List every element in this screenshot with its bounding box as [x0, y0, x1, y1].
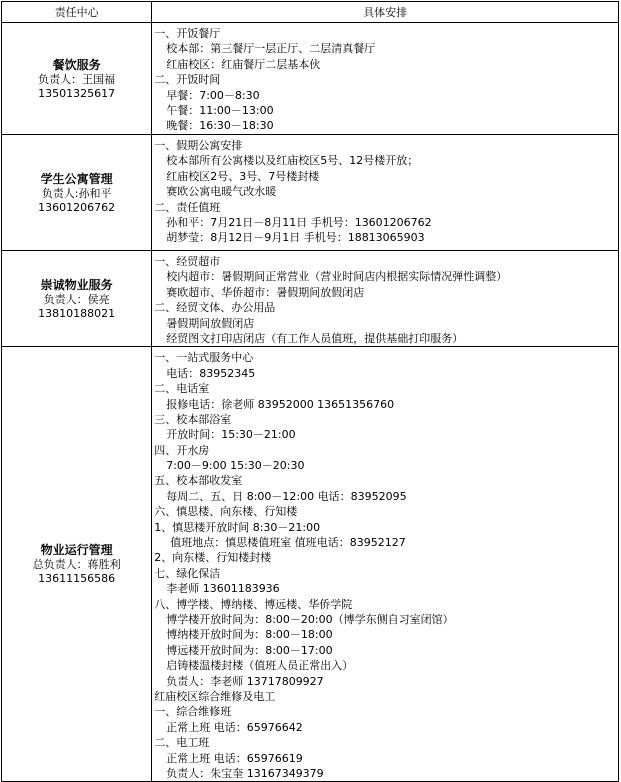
arrangement-line: 早餐：7:00－8:30	[166, 88, 260, 102]
dept-name: 餐饮服务	[52, 57, 101, 72]
arrangement-line: 暑假期间放假闭店	[166, 316, 255, 330]
arrangement-line: 电话：83952345	[166, 366, 256, 380]
arrangement-line: 博纳楼开放时间为：8:00－18:00	[166, 628, 333, 642]
arrangement-line: 报修电话：徐老师 83952000 13651356760	[166, 397, 395, 411]
arrangement-line: 晚餐：16:30－18:30	[166, 119, 274, 133]
responsible-person: 负责人:孙和平	[41, 186, 112, 200]
arrangement-line: 赛欧超市、华侨超市：暑假期间放假闭店	[166, 285, 365, 299]
phone-number: 13501325617	[38, 86, 116, 100]
arrangement-line: 赛欧公寓电暖气改水暖	[166, 185, 277, 199]
arrangement-line: 孙和平：7月21日－8月11日 手机号：13601206762	[166, 215, 432, 229]
header-responsibility-center: 责任中心	[2, 2, 152, 23]
arrangement-line: 李老师 13601183936	[166, 582, 280, 596]
arrangement-line: 负责人：朱宝奎 13167349379	[166, 766, 324, 780]
section-left-cell	[2, 347, 152, 782]
arrangement-line: 7:00－9:00 15:30－20:30	[166, 459, 305, 473]
arrangement-line: 负责人：李老师 13717809927	[166, 674, 324, 688]
arrangement-line: 红庙校区：红庙餐厅二层基本伙	[166, 57, 321, 71]
arrangement-line: 二、责任值班	[154, 200, 221, 214]
arrangement-line: 三、校本部浴室	[154, 412, 232, 426]
section-row-catering	[2, 23, 619, 135]
responsible-person: 负责人：侯亮	[43, 292, 110, 306]
arrangement-line: 1、慎思楼开放时间 8:30－21:00	[154, 520, 321, 534]
arrangement-line: 启铸楼温楼封楼（值班人员正常出入）	[166, 659, 354, 673]
arrangement-line: 八、博学楼、博纳楼、博远楼、华侨学院	[154, 597, 353, 611]
responsible-person: 总负责人：蒋胜利	[32, 558, 121, 572]
arrangement-line: 二、电话室	[154, 382, 210, 396]
arrangement-line: 经贸图文打印店闭店（有工作人员值班，提供基础打印服务）	[166, 331, 464, 345]
arrangement-line: 校本部所有公寓楼以及红庙校区5号、12号楼开放；	[166, 154, 419, 168]
dept-name: 崇诚物业服务	[40, 277, 113, 292]
arrangement-line: 2、向东楼、行知楼封楼	[154, 551, 272, 565]
arrangement-line: 一、经贸超市	[154, 255, 221, 268]
dept-name: 学生公寓管理	[40, 171, 113, 186]
arrangement-line: 红庙校区综合维修及电工	[154, 689, 276, 703]
arrangement-line: 一、一站式服务中心	[154, 351, 254, 365]
arrangement-line: 一、开饭餐厅	[154, 27, 221, 40]
section-right-cell	[152, 135, 619, 251]
arrangement-line: 四、开水房	[154, 443, 210, 457]
phone-number: 13611156586	[38, 572, 116, 586]
section-left-cell	[2, 23, 152, 135]
schedule-table	[1, 1, 619, 782]
section-right-cell	[152, 251, 619, 347]
arrangement-line: 六、慎思楼、向东楼、行知楼	[154, 505, 298, 519]
arrangement-line: 二、经贸文体、办公用品	[154, 301, 276, 315]
section-right-cell	[152, 23, 619, 135]
arrangement-line: 校内超市：暑假期间正常营业（营业时间店内根据实际情况弹性调整）	[166, 270, 508, 284]
section-left-cell	[2, 251, 152, 347]
arrangement-line: 正常上班 电话：65976619	[166, 751, 303, 765]
arrangement-line: 开放时间：15:30－21:00	[166, 428, 296, 442]
section-left-cell	[2, 135, 152, 251]
arrangement-line: 胡梦莹：8月12日－9月1日 手机号：18813065903	[166, 231, 425, 245]
arrangement-line: 二、开饭时间	[154, 73, 221, 87]
arrangement-line: 每周二、五、日 8:00－12:00 电话：83952095	[166, 489, 407, 503]
arrangement-line: 一、综合维修班	[154, 705, 232, 719]
arrangement-line: 五、校本部收发室	[154, 474, 243, 488]
arrangement-line: 正常上班 电话：65976642	[166, 720, 303, 734]
phone-number: 13810188021	[38, 306, 116, 320]
responsible-person: 负责人：王国福	[38, 72, 116, 86]
arrangement-line: 七、绿化保洁	[154, 566, 221, 580]
arrangement-line: 二、电工班	[154, 736, 210, 750]
dept-name: 物业运行管理	[40, 543, 113, 558]
arrangement-line: 一、假期公寓安排	[154, 139, 243, 152]
section-row-property-service	[2, 251, 619, 347]
arrangement-line: 红庙校区2号、3号、7号楼封楼	[166, 169, 320, 183]
arrangement-line: 午餐：11:00－13:00	[166, 103, 274, 117]
section-row-dormitory	[2, 135, 619, 251]
arrangement-line: 校本部：第三餐厅一层正厅、二层清真餐厅	[166, 42, 376, 56]
section-right-cell	[152, 347, 619, 782]
arrangement-line: 值班地点：慎思楼值班室 值班电话：83952127	[170, 536, 406, 550]
header-row	[2, 2, 619, 23]
section-row-property-operations	[2, 347, 619, 782]
arrangement-line: 博学楼开放时间为：8:00－20:00（博学东侧自习室闭馆）	[166, 612, 454, 626]
arrangement-line: 博远楼开放时间为：8:00－17:00	[166, 643, 333, 657]
phone-number: 13601206762	[38, 200, 116, 214]
header-specific-arrangement: 具体安排	[152, 2, 619, 23]
